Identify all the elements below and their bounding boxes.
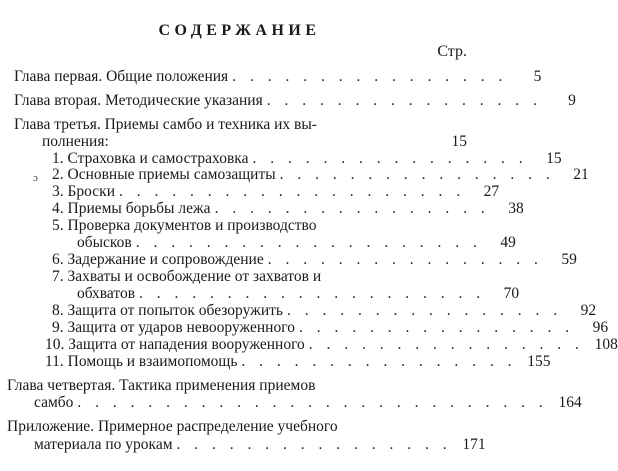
toc-entry-section-1 bbox=[52, 150, 562, 167]
toc-page-number: 155 bbox=[527, 353, 551, 370]
toc-entry-text: 1. Страховка и самостраховка bbox=[52, 150, 249, 167]
toc-entry-text: обысков bbox=[77, 234, 132, 251]
leader-dots: . . . . . . . . . . . . . . . . . . . . bbox=[119, 183, 466, 200]
toc-entry-text: Глава вторая. Методические указания bbox=[14, 92, 263, 109]
toc-entry-text: Глава четвертая. Тактика применения приемов bbox=[7, 377, 316, 394]
toc-page-number: 164 bbox=[558, 394, 582, 411]
toc-entry-text: самбо bbox=[34, 394, 74, 411]
toc-entry-text: 4. Приемы борьбы лежа bbox=[52, 200, 211, 217]
toc-entry-section-7 bbox=[52, 268, 467, 285]
toc-entry-text: 9. Защита от ударов невооруженного bbox=[52, 319, 295, 336]
leader-dots: . . . . . . . . . . . . . . . . bbox=[252, 150, 528, 167]
toc-entry-section-5-cont bbox=[77, 234, 516, 251]
toc-entry-chapter-3-cont bbox=[42, 133, 467, 150]
toc-page-number: 70 bbox=[503, 285, 520, 302]
toc-entry-chapter-4 bbox=[7, 377, 467, 394]
leader-dots: . . . . . . . . . . . . . . . . . . . . bbox=[139, 285, 486, 302]
toc-entry-text: 2. Основные приемы самозащиты bbox=[52, 166, 276, 183]
toc-entry-appendix bbox=[7, 418, 467, 435]
toc-entry-section-8 bbox=[52, 302, 597, 319]
toc-entry-text: 8. Защита от попыток обезоружить bbox=[52, 302, 283, 319]
toc-entry-text: 6. Задержание и сопровождение bbox=[52, 251, 264, 268]
leader-dots: . . . . . . . . . . . . . . . . bbox=[241, 353, 517, 370]
page-column-header: Стр. bbox=[437, 43, 467, 60]
leader-dots: . . . . . . . . . . . . . . . . . . . . . . . . . . . bbox=[77, 394, 548, 411]
toc-entry-chapter-1 bbox=[14, 68, 542, 85]
toc-entry-chapter-4-cont bbox=[34, 394, 582, 411]
toc-page-number: 96 bbox=[592, 319, 609, 336]
toc-entry-text: полнения: bbox=[42, 133, 109, 150]
toc-entry-text: 7. Захваты и освобождение от захватов и bbox=[52, 268, 322, 285]
leader-dots: . . . . . . . . . . . . . . . . bbox=[232, 68, 508, 85]
toc-page-number: 9 bbox=[568, 92, 576, 109]
toc-entry-text: Глава третья. Приемы самбо и техника их вы- bbox=[14, 116, 317, 133]
leader-dots: . . . . . . . . . . . . . . . . bbox=[298, 319, 575, 336]
page-title: СОДЕРЖАНИЕ bbox=[158, 22, 321, 39]
toc-entry-text: 3. Броски bbox=[52, 183, 115, 200]
leader-dots: . . . . . . . . . . . . . . . . bbox=[176, 436, 452, 453]
toc-entry-section-7-cont bbox=[77, 285, 520, 302]
toc-page-number: 59 bbox=[561, 251, 577, 268]
toc-page-number: 171 bbox=[462, 436, 486, 453]
leader-dots: . . . . . . . . . . . . . . . . bbox=[287, 302, 563, 319]
toc-entry-chapter-3 bbox=[14, 116, 467, 133]
toc-page-number: 49 bbox=[500, 234, 516, 251]
leader-dots: . . . . . . . . . . . . . . . . . . . . bbox=[135, 234, 482, 251]
toc-page-number: 15 bbox=[546, 150, 562, 167]
leader-dots: . . . . . . . . . . . . . . . . bbox=[308, 336, 584, 353]
toc-page-number: 21 bbox=[573, 166, 589, 183]
toc-entry-text: Глава первая. Общие положения bbox=[14, 68, 229, 85]
toc-entry-section-5 bbox=[52, 217, 467, 234]
leader-dots: . . . . . . . . . . . . . . . . bbox=[214, 200, 490, 217]
toc-entry-section-4 bbox=[52, 200, 524, 217]
toc-page-number: 27 bbox=[483, 183, 500, 200]
toc-entry-section-11 bbox=[45, 353, 551, 370]
toc-entry-chapter-2 bbox=[14, 92, 576, 109]
toc-page-number: 92 bbox=[580, 302, 597, 319]
toc-entry-appendix-cont bbox=[34, 436, 486, 453]
toc-entry-section-2 bbox=[52, 166, 589, 183]
leader-dots: . . . . . . . . . . . . . . . . bbox=[266, 92, 542, 109]
toc-entry-section-10 bbox=[45, 336, 618, 353]
toc-entry-text: 5. Проверка документов и производство bbox=[52, 217, 317, 234]
margin-mark: ɔ bbox=[33, 172, 38, 184]
toc-page-number: 5 bbox=[533, 68, 542, 85]
toc-page-number: 108 bbox=[594, 336, 618, 353]
toc-entry-text: 11. Помощь и взаимопомощь bbox=[45, 353, 238, 370]
toc-entry-text: материала по урокам bbox=[34, 436, 173, 453]
toc-page-number: 15 bbox=[451, 133, 467, 150]
toc-page-number: 38 bbox=[508, 200, 524, 217]
toc-entry-text: обхватов bbox=[77, 285, 136, 302]
toc-entry-section-6 bbox=[52, 251, 577, 268]
leader-dots: . . . . . . . . . . . . . . . . bbox=[267, 251, 543, 268]
leader-dots: . . . . . . . . . . . . . . . . bbox=[279, 166, 555, 183]
toc-entry-section-3 bbox=[52, 183, 500, 200]
toc-entry-text: 10. Защита от нападения вооруженного bbox=[45, 336, 305, 353]
toc-entry-section-9 bbox=[52, 319, 609, 336]
toc-entry-text: Приложение. Примерное распределение учебного bbox=[7, 418, 338, 435]
